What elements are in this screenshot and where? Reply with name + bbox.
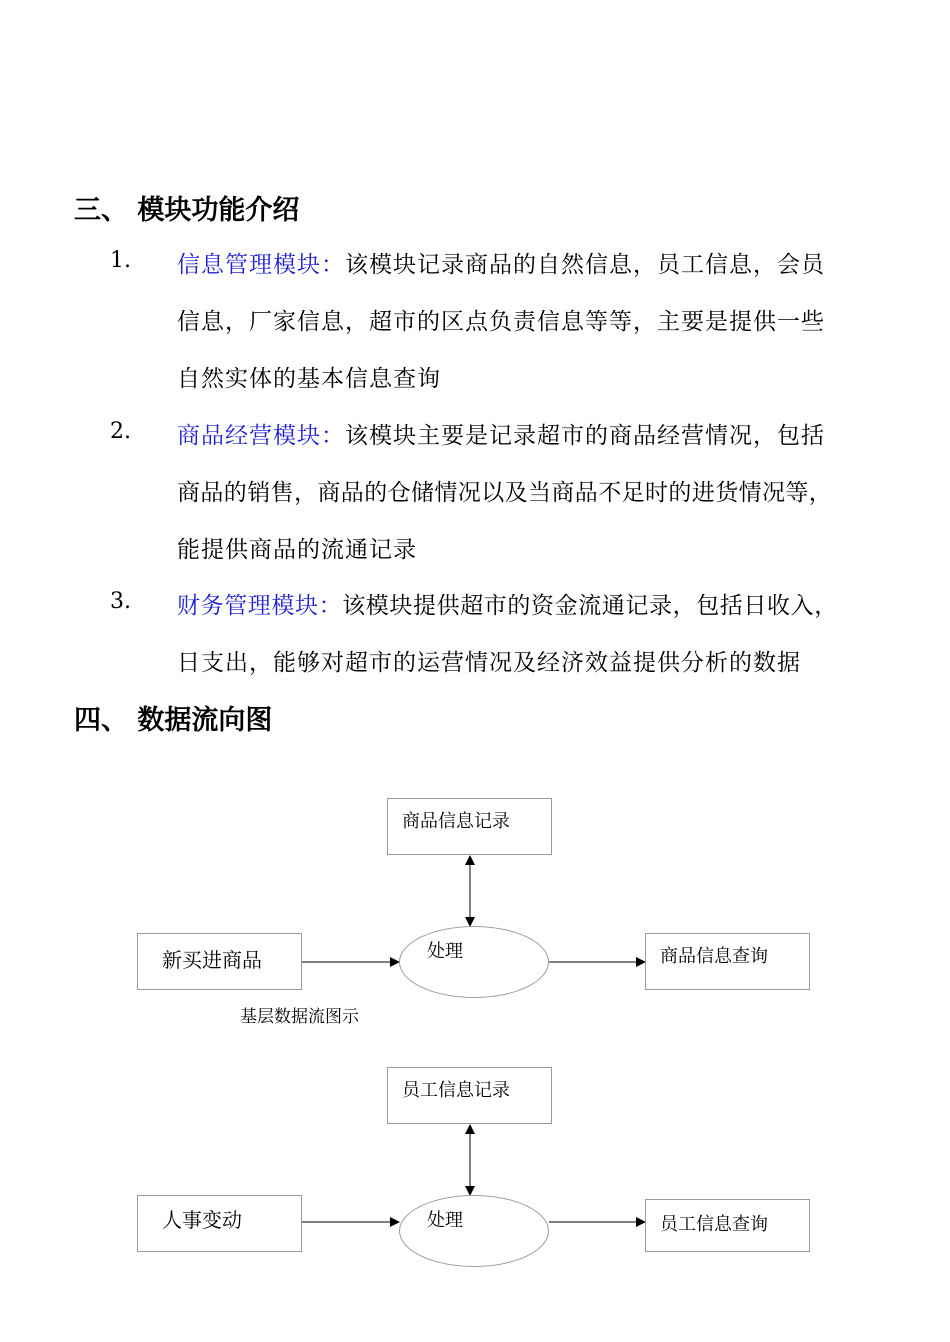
item-1-title: 信息管理模块： (177, 252, 345, 278)
item-1-text-1: 该模块记录商品的自然信息，员工信息，会员 (345, 252, 825, 278)
item-3-text-1: 该模块提供超市的资金流通记录，包括日收入， (342, 593, 838, 619)
d1-output-box (645, 933, 810, 990)
d2-input-label: 人事变动 (162, 1208, 242, 1232)
d2-record-box (387, 1067, 552, 1124)
d1-process-ellipse (399, 926, 549, 998)
item-number-3: 3. (110, 589, 131, 614)
d2-record-label: 员工信息记录 (402, 1080, 510, 1101)
item-3-title: 财务管理模块： (177, 593, 343, 619)
item-2-line-3: 能提供商品的流通记录 (177, 537, 417, 563)
d2-output-box (645, 1199, 810, 1252)
d2-input-box (137, 1195, 302, 1252)
d1-record-box (387, 798, 552, 855)
item-2-text-1: 该模块主要是记录超市的商品经营情况，包括 (345, 423, 825, 449)
item-1-line-3: 自然实体的基本信息查询 (177, 366, 441, 392)
item-2-line-2: 商品的销售，商品的仓储情况以及当商品不足时的进货情况等， (177, 480, 833, 506)
section-heading-dataflow: 四、 数据流向图 (74, 705, 273, 736)
d1-caption: 基层数据流图示 (240, 1007, 359, 1027)
d1-input-label: 新买进商品 (162, 948, 262, 972)
item-1-line-2: 信息，厂家信息，超市的区点负责信息等等，主要是提供一些 (177, 309, 825, 335)
item-number-2: 2. (110, 419, 131, 444)
section-heading-modules: 三、 模块功能介绍 (74, 195, 300, 226)
d2-output-label: 员工信息查询 (660, 1214, 768, 1235)
item-2-title: 商品经营模块： (177, 423, 345, 449)
item-number-1: 1. (110, 248, 131, 273)
item-3-line-2: 日支出，能够对超市的运营情况及经济效益提供分析的数据 (177, 650, 801, 676)
d2-process-ellipse (399, 1195, 549, 1267)
d1-output-label: 商品信息查询 (660, 946, 768, 967)
d1-process-label: 处理 (427, 941, 463, 962)
d2-process-label: 处理 (427, 1210, 463, 1231)
d1-record-label: 商品信息记录 (402, 811, 510, 832)
d1-input-box (137, 933, 302, 990)
